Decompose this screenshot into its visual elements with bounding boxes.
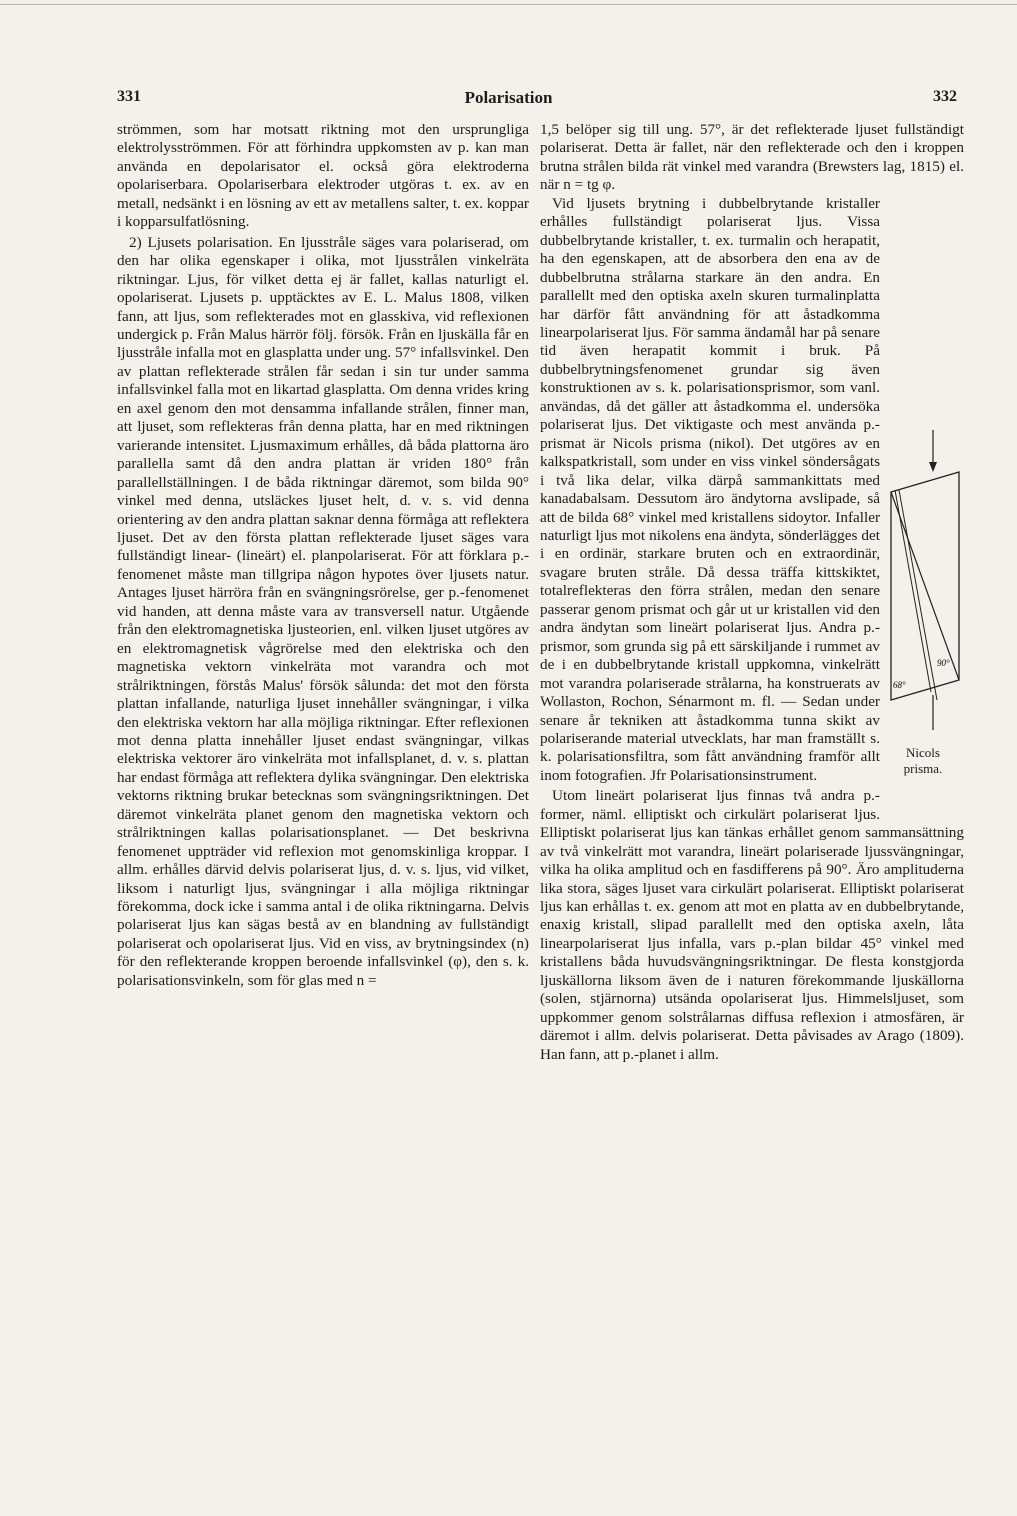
nicol-prism-diagram <box>885 430 963 740</box>
paragraph: 1,5 belöper sig till ung. 57°, är det reflekterade ljuset fullständigt polariserat. Detta är fallet, när den reflekterade och den i kroppen brutna strålen bilda rät vinkel med varandra (Brewsters lag, 1815) el. när n = tg φ. <box>540 121 964 194</box>
paragraph: strömmen, som har motsatt riktning mot den ursprungliga elektrolysströmmen. För att förhindra uppkomsten av p. kan man använda en depolarisator el. också göra elektroderna opolariserbara. Opolariserbara elektroder utgöras t. ex. av en metall, nedsänkt i en lösning av ett av metallens salter, t. ex. koppar i kopparsulfatlösning. <box>117 121 529 231</box>
figure-caption <box>880 745 966 777</box>
page-number-right: 332 <box>933 88 957 105</box>
paragraph: Utom lineärt polariserat ljus finnas två andra p.-former, näml. elliptiskt och cirkulärt polariserat ljus. Elliptiskt polariserat ljus kan tänkas erhållet genom sammansättning av två vinkelrätt mot varandra, lineärt polariserade ljussvängningar, vilka ha olika amplitud och en fasdifferens på 90°. Äro amplituderna lika stora, säges ljuset vara cirkulärt polariserat. Elliptiskt polariserat ljus kan erhållas t. ex. genom att mot en platta av en dubbelbrytande, enaxig kristall, slipad parallellt med den optiska axeln, låta linearpolariserat ljus infalla, vars p.-plan bildar 45° vinkel med kristallens båda huvudsvängningsriktningar. De flesta konstgjorda ljuskällorna liksom även de i naturen förekommande ljuskällorna (solen, stjärnorna) utsända opolariserat ljus. Himmelsljuset, som uppkommer genom solstrålarnas diffusa reflexion i atmosfären, är däremot i allm. delvis polariserat. Detta påvisades av Arago (1809). Han fann, att p.-planet i allm. <box>540 787 964 1063</box>
angle-label: 68° <box>893 680 906 690</box>
caption-line: Nicols <box>906 745 940 760</box>
nicol-prism-figure <box>885 430 963 760</box>
page-header <box>0 88 1017 112</box>
angle-label: 90° <box>937 658 950 668</box>
left-column <box>117 121 529 990</box>
caption-line: prisma. <box>903 761 943 776</box>
paragraph: 2) Ljusets polarisation. En ljusstråle säges vara polariserad, om den har olika egenskaper i olika, mot ljusstrålen vinkelräta riktningar. Ljus, för vilket detta ej är fallet, kallas naturligt el. opolariserat. Ljusets p. upptäcktes av E. L. Malus 1808, vilken fann, att ljus, som reflekterades mot en glasskiva, vid reflexionen undergick p. Från Malus härrör följ. försök. Från en ljuskälla får en ljusstråle infalla mot en glasplatta under ung. 57° infallsvinkel. Den av plattan reflekterade strålen får sedan i sin tur under samma infallsvinkel falla mot en likartad glasplatta. Om denna vrides kring en axel genom den mot densamma infallande strålen, finner man, att ljuset, som reflekteras från denna platta, har en med riktningen varierande intensitet. Ljusmaximum erhålles, då båda plattorna äro parallella samt då den andra plattan är vriden 180° från parallellställningen. I de båda riktningar däremot, som bilda 90° vinkel med denna, utsläckes ljuset helt, d. v. s. vid denna orientering av den andra plattan saknar denna förmåga att reflektera ljuset. Det av den första plattan reflekterade ljuset säges vara fullständigt linear- (lineärt) el. planpolariserat. För att förklara p.-fenomenet måste man tillgripa någon hypotes över ljusets natur. Antages ljuset härröra från en svängningsrörelse, ger p.-fenomenet vid handen, att denna måste vara av transversell natur. Utgående från den elektromagnetiska ljusteorien, enl. vilken ljuset utgöres av en elektromagnetisk vågrörelse med den elektriska och den magnetiska vektorn vinkelräta mot varandra och mot strålriktningen, förstås Malus' försök sålunda: det mot den första plattan infallande, naturliga ljuset innehåller svängningar, i vilka den elektriska vektorn har alla möjliga riktningar. Efter reflexionen mot denna platta innehåller ljuset endast svängningar, vilkas elektriska vektorer äro vinkelräta mot infallsplanet, d. v. s. plattan har endast förmåga att reflektera dylika svängningar. Den elektriska vektorns riktning brukar betecknas som svängningsriktningen. Det däremot vinkelräta planet genom den magnetiska vektorn och strålriktningen kallas polarisationsplanet. — Det beskrivna fenomenet uppträder vid reflexion mot genomskinliga kroppar. I allm. erhålles därvid delvis polariserat ljus, d. v. s. ljus, vid vilket, liksom i naturligt ljus, svängningar i alla möjliga riktningar förekomma, dock icke i samma antal i de olika riktningarna. Delvis polariserat ljus kan sägas bestå av en blandning av fullständigt polariserat och opolariserat ljus. Vid en viss, av brytningsindex (n) för den reflekterande kroppen beroende infallsvinkel (φ), den s. k. polarisationsvinkeln, som för glas med n = <box>117 233 530 989</box>
top-rule <box>0 4 1017 5</box>
running-title: Polarisation <box>464 88 553 107</box>
page-number-left: 331 <box>117 88 141 105</box>
paragraph: Vid ljusets brytning i dubbelbrytande kristaller erhålles fullständigt polariserat ljus. Vissa dubbelbrytande kristaller, t. ex. turmalin och herapatit, ha den egenskapen, att de absorbera den ena av de dubbelbrutna strålarna starkare än den andra. En parallellt med den optiska axeln skuren turmalinplatta har därför fått användning för att åstadkomma linearpolariserat ljus. För samma ändamål har på senare tid även herapatit kommit i bruk. På dubbelbrytningsfenomenet grundar sig även konstruktionen av s. k. polarisationsprismor, som vanl. användas, då det gäller att åstadkomma el. undersöka polariserat ljus. Det viktigaste och mest använda p.-prismat är Nicols prisma (nikol). Det utgöres av en kalkspatkristall, som under en viss vinkel söndersågats i två lika delar, vilka därpå sammankittats med kanadabalsam. Dessutom äro ändytorna avslipade, så att de bilda 68° vinkel med kristallens sidoytor. Infaller naturligt ljus mot nikolens ena ändyta, sönderlägges det i en ordinär, starkare bruten och en extraordinär, svagare bruten stråle. Då dessa träffa kittskiktet, totalreflekteras den förra strålen, medan den senare passerar genom prismat och går ut ur kristallen vid den andra ändytan som lineärt polariserat ljus. Andra p.-prismor, som grunda sig på ett särskiljande i rummet av de i en dubbelbrytande kristall uppkomna, vinkelrätt mot varandra polariserade strålarna, ha konstruerats av Wollaston, Rochon, Sénarmont m. fl. — Sedan under senare år tekniken att åstadkomma tunna skikt av polariserande material utvecklats, har man framställt s. k. polarisationsfiltra, som fått användning framför allt inom fotografien. Jfr Polarisationsinstrument. <box>540 194 880 784</box>
